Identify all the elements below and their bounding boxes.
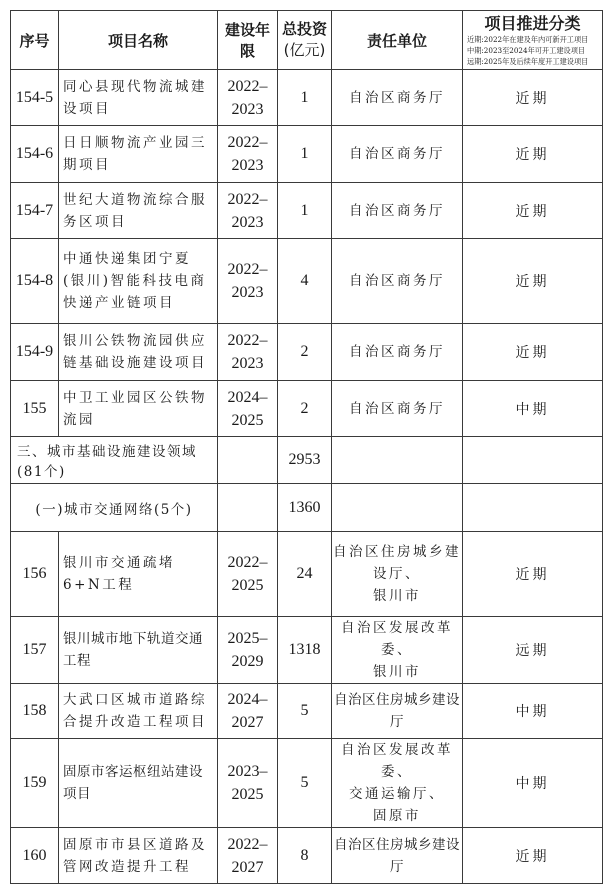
cell-responsible-unit xyxy=(332,532,463,617)
table-row xyxy=(11,739,603,828)
cell-project-name: 银川市交通疏堵6+N工程 xyxy=(59,532,218,617)
cell-project-name: 世纪大道物流综合服务区项目 xyxy=(59,183,218,239)
header-investment-line2: (亿元) xyxy=(283,41,326,59)
years-end: 2029 xyxy=(231,653,264,670)
cell-years xyxy=(218,381,278,437)
cell-project-name: 中卫工业园区公铁物流园 xyxy=(59,381,218,437)
table-row xyxy=(11,617,603,684)
cell-project-name: 固原市市县区道路及管网改造提升工程 xyxy=(59,828,218,884)
header-investment xyxy=(278,11,332,70)
cell-investment: 1318 xyxy=(278,617,332,684)
table-row xyxy=(11,70,603,126)
cell-phase: 近期 xyxy=(463,70,603,126)
cell-phase: 远期 xyxy=(463,617,603,684)
cell-phase: 近期 xyxy=(463,324,603,381)
cell-seq: 154-8 xyxy=(11,239,59,324)
cell-unit-empty xyxy=(332,484,463,532)
cell-investment: 1 xyxy=(278,126,332,183)
cell-responsible-unit: 自治区商务厅 xyxy=(332,70,463,126)
cell-responsible-unit: 自治区商务厅 xyxy=(332,324,463,381)
cell-years xyxy=(218,126,278,183)
cell-phase: 近期 xyxy=(463,126,603,183)
cell-seq: 154-7 xyxy=(11,183,59,239)
cell-years xyxy=(218,324,278,381)
years-end: 2025 xyxy=(231,577,264,594)
cell-phase: 近期 xyxy=(463,828,603,884)
unit-line: 自治区住房城乡建设厅 xyxy=(334,692,460,730)
years-start: 2024– xyxy=(227,388,268,406)
cell-unit-empty xyxy=(332,437,463,484)
subsection-row xyxy=(11,484,603,532)
cell-investment: 4 xyxy=(278,239,332,324)
years-start: 2022– xyxy=(227,134,268,151)
cell-phase: 近期 xyxy=(463,183,603,239)
table-row xyxy=(11,239,603,324)
cell-phase: 中期 xyxy=(463,381,603,437)
section-label: 三、城市基础设施建设领域(81个) xyxy=(11,437,218,484)
cell-responsible-unit: 自治区商务厅 xyxy=(332,381,463,437)
header-phase-title: 项目推进分类 xyxy=(484,13,581,33)
years-end: 2023 xyxy=(231,355,264,372)
cell-phase: 中期 xyxy=(463,684,603,739)
cell-years-empty xyxy=(218,437,278,484)
cell-project-name: 同心县现代物流城建设项目 xyxy=(59,70,218,126)
years-end: 2023 xyxy=(231,213,264,231)
cell-seq: 160 xyxy=(11,828,59,884)
cell-years xyxy=(218,239,278,324)
years-start: 2022– xyxy=(227,835,268,853)
cell-years xyxy=(218,70,278,126)
cell-phase: 近期 xyxy=(463,239,603,324)
cell-investment: 2 xyxy=(278,381,332,437)
cell-responsible-unit: 自治区商务厅 xyxy=(332,239,463,324)
cell-years xyxy=(218,183,278,239)
header-project-name: 项目名称 xyxy=(59,11,218,70)
cell-phase: 中期 xyxy=(463,739,603,828)
years-start: 2022– xyxy=(227,190,268,208)
phase-legend-near: 近期:2022年在建及年内可新开工项目 xyxy=(467,34,589,44)
years-start: 2022– xyxy=(227,77,268,95)
cell-seq: 155 xyxy=(11,381,59,437)
years-end: 2025 xyxy=(231,411,264,429)
cell-years-empty xyxy=(218,484,278,532)
table-row xyxy=(11,183,603,239)
cell-seq: 159 xyxy=(11,739,59,828)
cell-seq: 158 xyxy=(11,684,59,739)
cell-responsible-unit xyxy=(332,684,463,739)
header-years: 建设年限 xyxy=(218,11,278,70)
unit-line: 自治区住房城乡建设厅、 xyxy=(333,544,461,582)
section-investment: 2953 xyxy=(278,437,332,484)
table-row xyxy=(11,828,603,884)
cell-years xyxy=(218,684,278,739)
cell-project-name: 中通快递集团宁夏(银川)智能科技电商快递产业链项目 xyxy=(59,239,218,324)
cell-project-name: 银川公铁物流园供应链基础设施建设项目 xyxy=(59,324,218,381)
table-row xyxy=(11,324,603,381)
cell-seq: 154-9 xyxy=(11,324,59,381)
phase-legend-mid: 中期:2023至2024年可开工建设项目 xyxy=(467,45,586,55)
unit-line: 银川市 xyxy=(373,664,421,680)
cell-investment: 1 xyxy=(278,183,332,239)
years-start: 2023– xyxy=(227,763,268,780)
cell-investment: 24 xyxy=(278,532,332,617)
years-end: 2023 xyxy=(231,284,264,301)
years-start: 2022– xyxy=(227,554,268,571)
cell-investment: 2 xyxy=(278,324,332,381)
unit-line: 固原市 xyxy=(373,808,421,824)
unit-line: 自治区发展改革委、 xyxy=(341,620,453,658)
years-start: 2025– xyxy=(227,630,268,647)
section-row xyxy=(11,437,603,484)
cell-project-name: 固原市客运枢纽站建设项目 xyxy=(59,739,218,828)
cell-years xyxy=(218,828,278,884)
header-row xyxy=(11,11,603,70)
cell-responsible-unit xyxy=(332,739,463,828)
cell-seq: 154-5 xyxy=(11,70,59,126)
header-seq: 序号 xyxy=(11,11,59,70)
cell-phase-empty xyxy=(463,484,603,532)
cell-project-name: 日日顺物流产业园三期项目 xyxy=(59,126,218,183)
header-phase xyxy=(463,11,603,70)
header-responsible-unit: 责任单位 xyxy=(332,11,463,70)
unit-line: 交通运输厅、 xyxy=(349,786,445,802)
cell-seq: 154-6 xyxy=(11,126,59,183)
years-end: 2023 xyxy=(231,157,264,174)
cell-responsible-unit xyxy=(332,828,463,884)
years-end: 2027 xyxy=(231,714,264,731)
phase-legend-far: 远期:2025年及后续年度开工建设项目 xyxy=(467,56,589,66)
unit-line: 自治区住房城乡建设厅 xyxy=(334,836,460,875)
cell-phase: 近期 xyxy=(463,532,603,617)
cell-years xyxy=(218,532,278,617)
years-start: 2022– xyxy=(227,261,268,278)
cell-years xyxy=(218,739,278,828)
years-end: 2025 xyxy=(231,786,264,803)
years-end: 2027 xyxy=(231,858,264,876)
years-start: 2022– xyxy=(227,332,268,349)
project-table xyxy=(10,10,603,884)
table-row xyxy=(11,126,603,183)
unit-line: 自治区发展改革委、 xyxy=(341,742,453,780)
cell-phase-empty xyxy=(463,437,603,484)
cell-project-name: 大武口区城市道路综合提升改造工程项目 xyxy=(59,684,218,739)
cell-investment: 5 xyxy=(278,739,332,828)
table-row xyxy=(11,381,603,437)
header-investment-line1: 总投资 xyxy=(281,20,327,38)
years-end: 2023 xyxy=(231,100,264,118)
subsection-investment: 1360 xyxy=(278,484,332,532)
cell-seq: 156 xyxy=(11,532,59,617)
cell-investment: 8 xyxy=(278,828,332,884)
cell-seq: 157 xyxy=(11,617,59,684)
years-start: 2024– xyxy=(227,691,268,708)
cell-responsible-unit: 自治区商务厅 xyxy=(332,126,463,183)
cell-investment: 5 xyxy=(278,684,332,739)
cell-responsible-unit: 自治区商务厅 xyxy=(332,183,463,239)
cell-investment: 1 xyxy=(278,70,332,126)
table-row xyxy=(11,684,603,739)
cell-years xyxy=(218,617,278,684)
cell-project-name: 银川城市地下轨道交通工程 xyxy=(59,617,218,684)
unit-line: 银川市 xyxy=(373,588,421,604)
table-row xyxy=(11,532,603,617)
cell-responsible-unit xyxy=(332,617,463,684)
subsection-label: (一)城市交通网络(5个) xyxy=(11,484,218,532)
